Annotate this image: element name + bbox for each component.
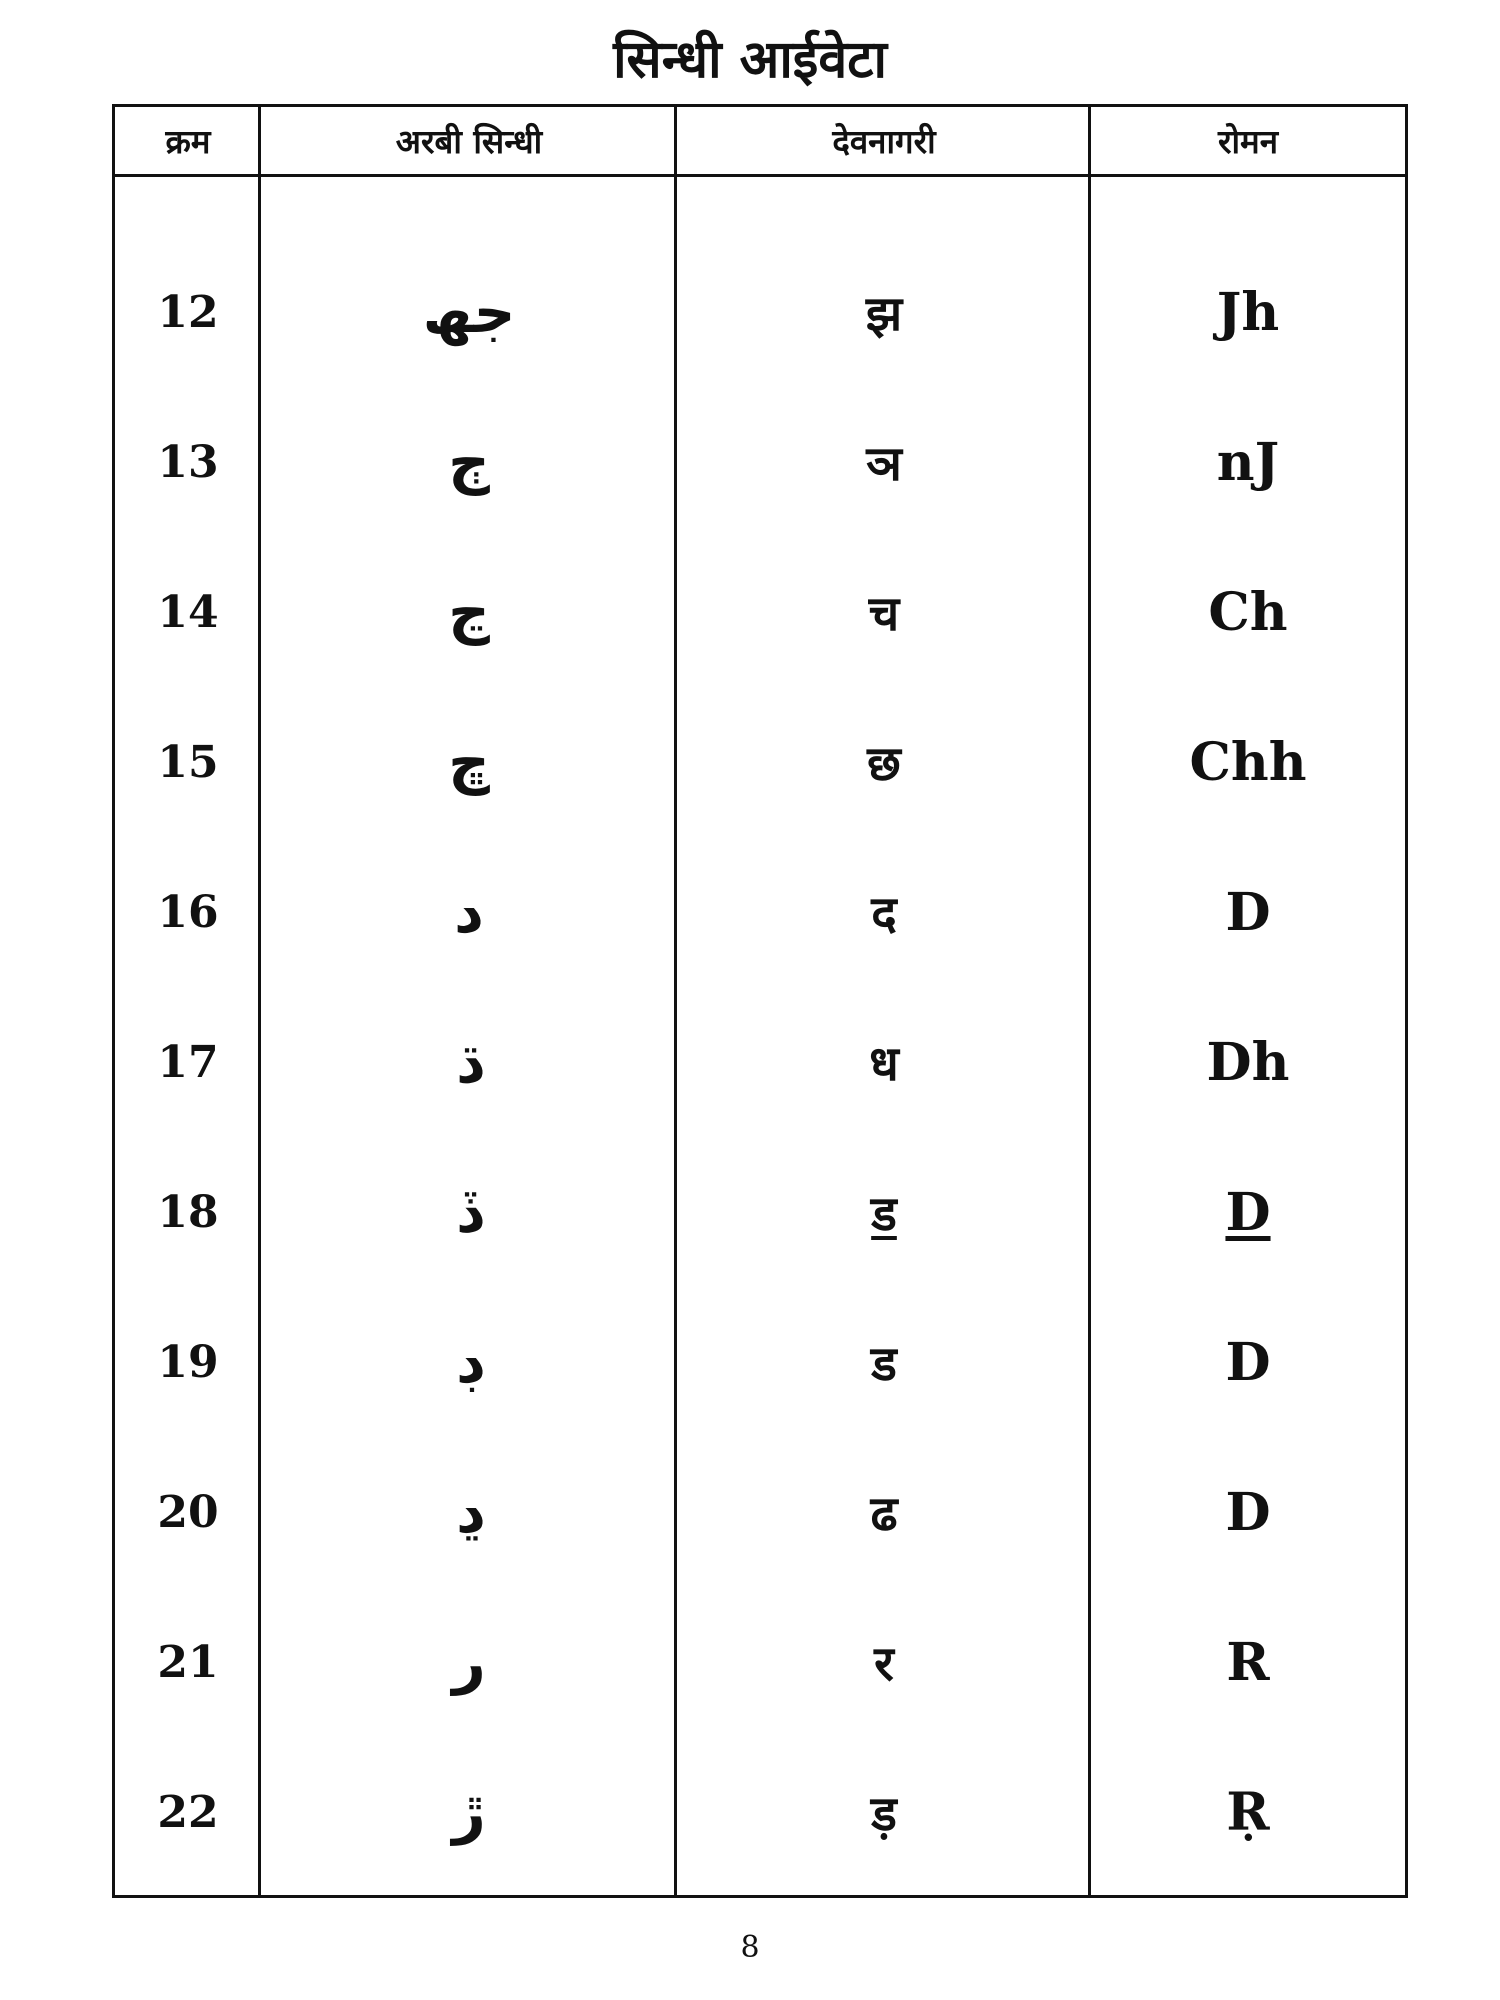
header-divider — [115, 174, 1405, 177]
devanagari-cell: च — [868, 585, 900, 642]
devanagari-cell: ड — [871, 1335, 897, 1392]
table-row — [115, 1287, 1405, 1437]
devanagari-cell: झ — [865, 285, 903, 342]
table-row — [115, 987, 1405, 1137]
roman-cell: D — [1225, 1181, 1271, 1243]
roman-cell: R — [1226, 1631, 1270, 1693]
arabic-sindhi-cell: ڌ — [456, 1028, 482, 1096]
header-devanagari: देवनागरी — [832, 122, 936, 161]
arabic-sindhi-cell: ڄ — [448, 428, 490, 496]
header-arabic-sindhi: अरबी सिन्धी — [395, 122, 543, 161]
devanagari-cell: ड — [871, 1185, 897, 1242]
roman-cell: Chh — [1189, 731, 1307, 793]
arabic-sindhi-cell: ر — [452, 1628, 486, 1696]
serial-number-cell: 19 — [157, 1336, 219, 1388]
page-number: 8 — [740, 1930, 760, 1965]
roman-cell: Dh — [1206, 1031, 1290, 1093]
arabic-sindhi-cell: ڊ — [456, 1328, 482, 1396]
table-row — [115, 537, 1405, 687]
serial-number-cell: 18 — [157, 1186, 219, 1238]
roman-cell: Jh — [1216, 281, 1280, 343]
serial-number-cell: 21 — [157, 1636, 219, 1688]
roman-cell: D — [1225, 881, 1271, 943]
arabic-sindhi-cell: ڇ — [448, 728, 490, 796]
table-row — [115, 1587, 1405, 1737]
serial-number-cell: 15 — [157, 736, 219, 788]
table-row — [115, 387, 1405, 537]
header-serial: क्रम — [165, 122, 211, 161]
arabic-sindhi-cell: د — [454, 878, 484, 946]
arabic-sindhi-cell: ڙ — [452, 1778, 486, 1846]
arabic-sindhi-cell: ڏ — [456, 1178, 482, 1246]
table-row — [115, 687, 1405, 837]
roman-cell: Ch — [1208, 581, 1288, 643]
roman-cell: nJ — [1216, 431, 1280, 493]
serial-number-cell: 14 — [157, 586, 219, 638]
serial-number-cell: 12 — [157, 286, 219, 338]
table-row — [115, 1437, 1405, 1587]
header-roman: रोमन — [1217, 122, 1279, 161]
arabic-sindhi-cell: جھ — [422, 278, 516, 346]
table-row — [115, 1137, 1405, 1287]
serial-number-cell: 13 — [157, 436, 219, 488]
devanagari-cell: द — [871, 885, 897, 942]
devanagari-cell: ञ — [866, 435, 902, 492]
roman-cell: Ṛ — [1226, 1781, 1270, 1843]
roman-cell: D — [1225, 1481, 1271, 1543]
devanagari-cell: ड़ — [871, 1785, 897, 1842]
serial-number-cell: 20 — [157, 1486, 219, 1538]
roman-cell: D — [1225, 1331, 1271, 1393]
arabic-sindhi-cell: ڍ — [456, 1478, 482, 1546]
devanagari-cell: ध — [869, 1035, 899, 1092]
serial-number-cell: 17 — [157, 1036, 219, 1088]
alphabet-table — [112, 104, 1408, 1898]
devanagari-cell: छ — [867, 735, 901, 792]
table-row — [115, 1737, 1405, 1887]
serial-number-cell: 16 — [157, 886, 219, 938]
page-title: सिन्धी आईवेटा — [613, 30, 887, 90]
devanagari-cell: र — [874, 1635, 894, 1692]
serial-number-cell: 22 — [157, 1786, 219, 1838]
table-row — [115, 837, 1405, 987]
devanagari-cell: ढ — [870, 1485, 898, 1542]
arabic-sindhi-cell: ڃ — [448, 578, 490, 646]
table-row — [115, 237, 1405, 387]
